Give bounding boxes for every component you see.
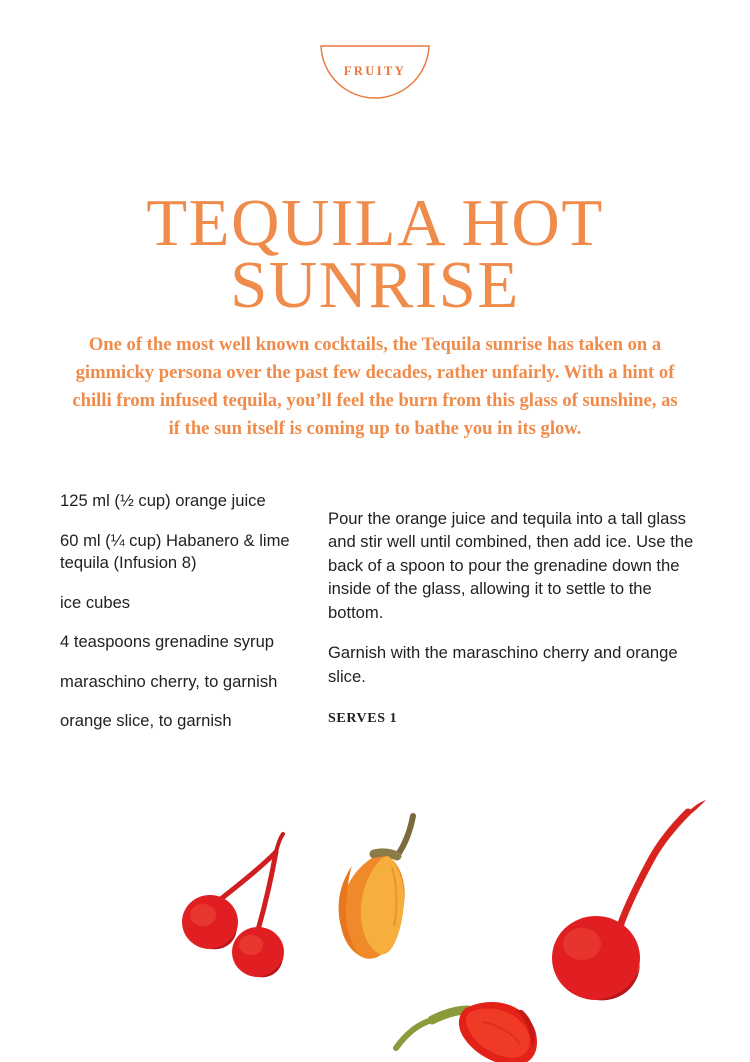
category-badge-wrapper bbox=[0, 44, 750, 100]
method-paragraph: Garnish with the maraschino cherry and orange slice. bbox=[328, 643, 678, 686]
category-badge-label: FRUITY bbox=[343, 64, 407, 78]
category-badge bbox=[313, 44, 437, 100]
red-cherry-illustration bbox=[552, 800, 706, 1000]
list-item: ice cubes bbox=[60, 592, 131, 612]
intro-paragraph: One of the most well known cocktails, the Tequila sunrise has taken on a gimmicky persona over the past few decades, rather unfairly. With a hint of chilli from infused tequila, you’ll feel the burn from this glass of sunshine, as if the sun itself is coming up to bathe you in its glow. bbox=[72, 333, 678, 440]
recipe-columns bbox=[0, 490, 750, 733]
page-title: TEQUILA HOT SUNRISE bbox=[146, 185, 604, 322]
red-habanero-pepper-illustration bbox=[396, 1002, 537, 1062]
list-item: 125 ml (½ cup) orange juice bbox=[60, 491, 266, 510]
serves-label: SERVES 1 bbox=[328, 710, 398, 726]
orange-habanero-pepper-illustration bbox=[339, 816, 413, 959]
list-item: 60 ml (¼ cup) Habanero & lime tequila (Infusion 8) bbox=[60, 530, 290, 573]
list-item: orange slice, to garnish bbox=[60, 711, 232, 731]
cherry-pair-illustration bbox=[182, 834, 284, 977]
cherries-and-habanero-peppers-illustration bbox=[0, 690, 750, 1062]
method-paragraph: Pour the orange juice and tequila into a tall glass and stir well until combined, then add ice. Use the back of a spoon to pour the grenadine down the inside of the glass, allowing it to settle to the bottom. bbox=[328, 508, 694, 622]
method-section bbox=[328, 490, 698, 733]
list-item: 4 teaspoons grenadine syrup bbox=[60, 632, 275, 652]
ingredients-list bbox=[60, 490, 328, 733]
list-item: maraschino cherry, to garnish bbox=[60, 671, 278, 691]
